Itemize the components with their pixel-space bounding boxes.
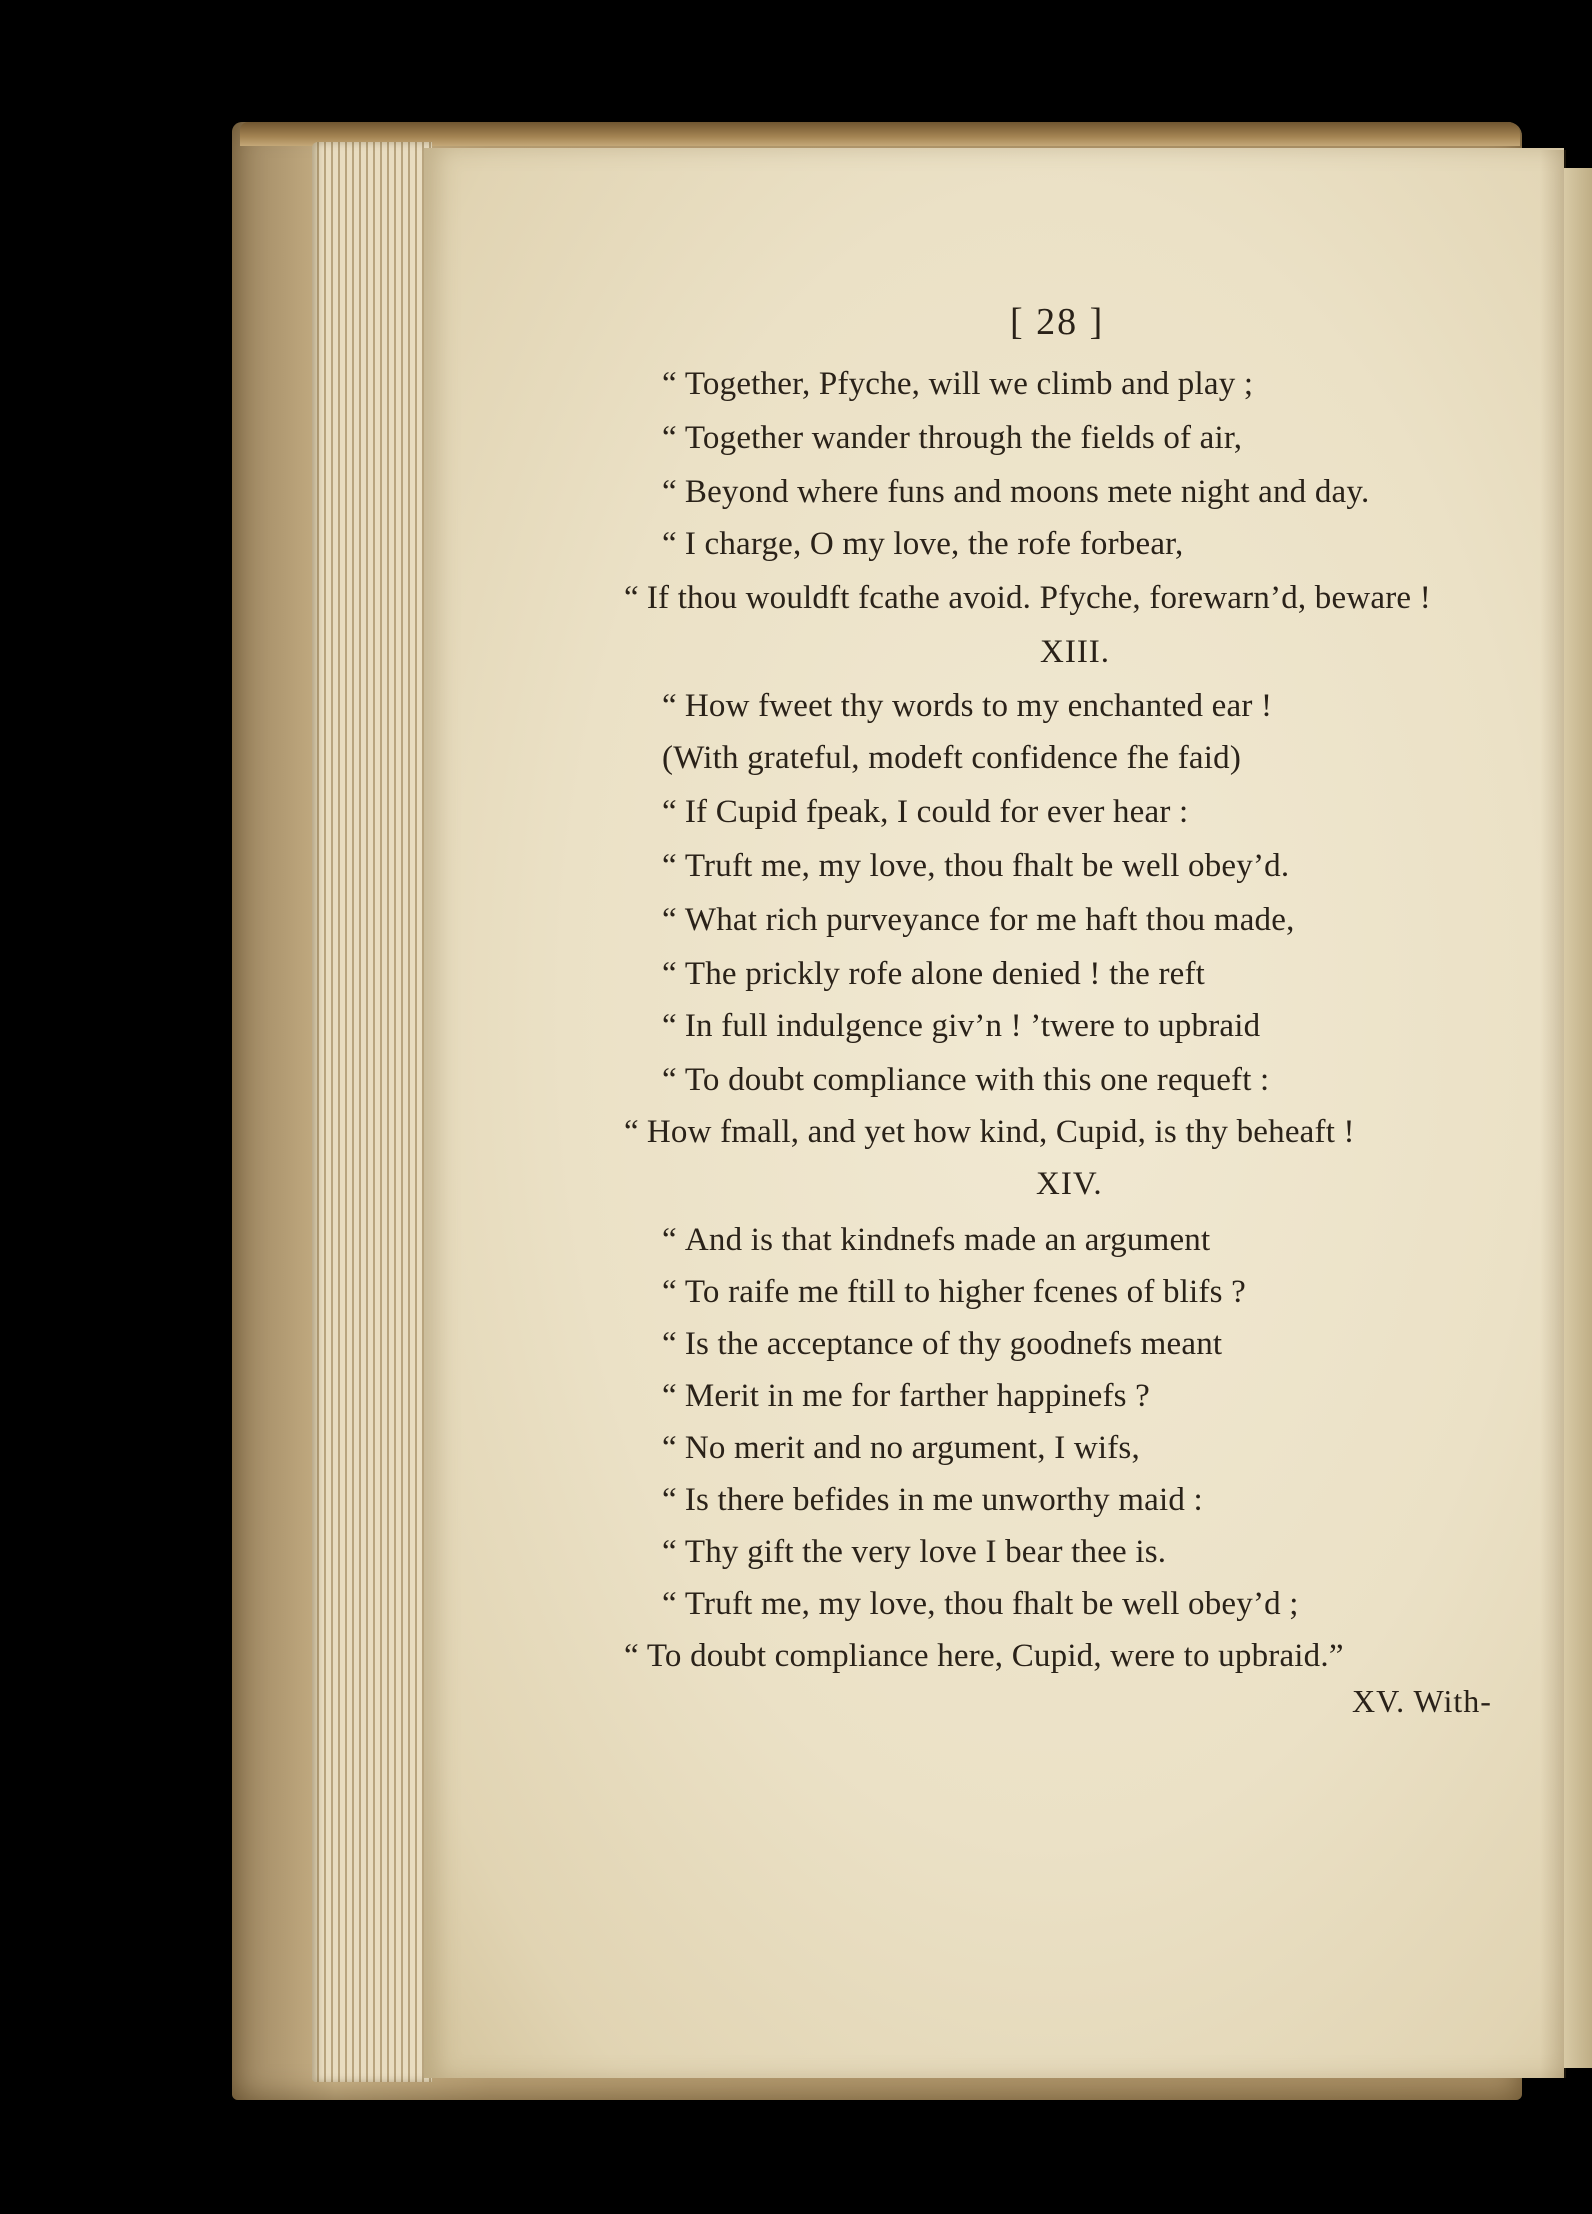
verse-line: “ If thou wouldft fcathe avoid. Pfyche, forewarn’d, beware !	[624, 580, 1431, 616]
verse-line: “ Thy gift the very love I bear thee is.	[662, 1534, 1167, 1570]
verse-line: “ Truft me, my love, thou fhalt be well obey’d ;	[662, 1586, 1299, 1622]
verse-line: “ To raife me ftill to higher fcenes of blifs ?	[662, 1274, 1246, 1310]
verse-line: “ To doubt compliance with this one requeft :	[662, 1062, 1270, 1098]
verse-line: “ Beyond where funs and moons mete night and day.	[662, 474, 1370, 510]
verse-line: “ The prickly rofe alone denied ! the reft	[662, 956, 1206, 992]
verse-line: “ And is that kindnefs made an argument	[662, 1222, 1211, 1258]
verse-line: (With grateful, modeft confidence fhe faid)	[662, 740, 1242, 776]
catchword: XV. With-	[1352, 1683, 1492, 1719]
verse-line: “ How fmall, and yet how kind, Cupid, is thy beheaft !	[624, 1114, 1355, 1150]
verse-line: “ To doubt compliance here, Cupid, were to upbraid.”	[624, 1638, 1344, 1674]
stanza-number: XIV.	[1036, 1166, 1103, 1202]
verse-line: “ Together, Pfyche, will we climb and play ;	[662, 366, 1254, 402]
verse-line: “ Is there befides in me unworthy maid :	[662, 1482, 1203, 1518]
verse-line: “ If Cupid fpeak, I could for ever hear :	[662, 794, 1189, 830]
verse-line: “ Together wander through the fields of air,	[662, 420, 1243, 456]
verse-line: “ What rich purveyance for me haft thou made,	[662, 902, 1295, 938]
page-number-header: [ 28 ]	[1010, 301, 1105, 343]
verse-line: “ Is the acceptance of thy goodnefs meant	[662, 1326, 1223, 1362]
verse-line: “ I charge, O my love, the rofe forbear,	[662, 526, 1184, 562]
verse-line: “ In full indulgence giv’n ! ’twere to upbraid	[662, 1008, 1261, 1044]
verse-line: “ How fweet thy words to my enchanted ear !	[662, 688, 1273, 724]
verse-line: “ Merit in me for farther happinefs ?	[662, 1378, 1151, 1414]
verse-line: “ No merit and no argument, I wifs,	[662, 1430, 1140, 1466]
stanza-number: XIII.	[1040, 634, 1111, 670]
verse-line: “ Truft me, my love, thou fhalt be well obey’d.	[662, 848, 1290, 884]
